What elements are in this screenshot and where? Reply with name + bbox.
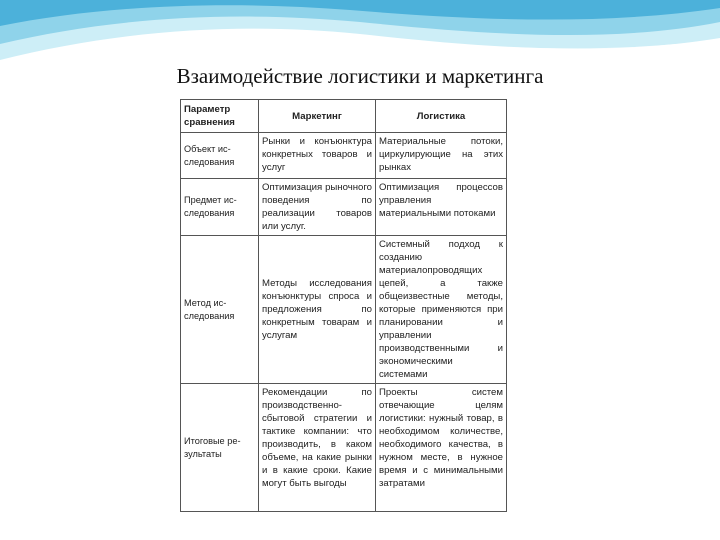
table-row bbox=[181, 133, 507, 179]
row-marketing: Рынки и конъюнктура конкретных товаров и услуг bbox=[259, 133, 376, 179]
header-parameter: Параметр сравнения bbox=[181, 100, 259, 133]
row-logistics: Проекты систем отвечающие целям логистики: нужный товар, в необходимом количестве, необходимого качества, в нужном месте, в нужное время и с минимальными затратами bbox=[376, 384, 507, 512]
row-marketing: Оптимизация рыночного поведения по реализации товаров или услуг. bbox=[259, 179, 376, 236]
row-param: Метод ис-следования bbox=[181, 236, 259, 384]
row-marketing: Рекомендации по производственно-сбытовой стратегии и тактике компании: что производить, в каком объеме, на какие рынки и в какие сроки. Какие могут быть выгоды bbox=[259, 384, 376, 512]
table-header-row bbox=[181, 100, 507, 133]
table-row bbox=[181, 236, 507, 384]
row-logistics: Оптимизация процессов управления материальными потоками bbox=[376, 179, 507, 236]
row-param: Предмет ис-следования bbox=[181, 179, 259, 236]
row-logistics: Системный подход к созданию материалопроводящих цепей, а также общеизвестные методы, которые применяются при планировании и управлении производственными и экономическими системами bbox=[376, 236, 507, 384]
row-param: Объект ис-следования bbox=[181, 133, 259, 179]
comparison-table bbox=[180, 99, 507, 512]
row-param: Итоговые ре-зультаты bbox=[181, 384, 259, 512]
table-row bbox=[181, 179, 507, 236]
header-logistics: Логистика bbox=[376, 100, 507, 133]
header-marketing: Маркетинг bbox=[259, 100, 376, 133]
row-marketing: Методы исследования конъюнктуры спроса и предложения по конкретным товарам и услугам bbox=[259, 236, 376, 384]
comparison-table-container bbox=[180, 99, 506, 499]
slide-title: Взаимодействие логистики и маркетинга bbox=[176, 64, 544, 88]
row-logistics: Материальные потоки, циркулирующие на этих рынках bbox=[376, 133, 507, 179]
decorative-banner bbox=[0, 0, 720, 70]
table-row bbox=[181, 384, 507, 512]
